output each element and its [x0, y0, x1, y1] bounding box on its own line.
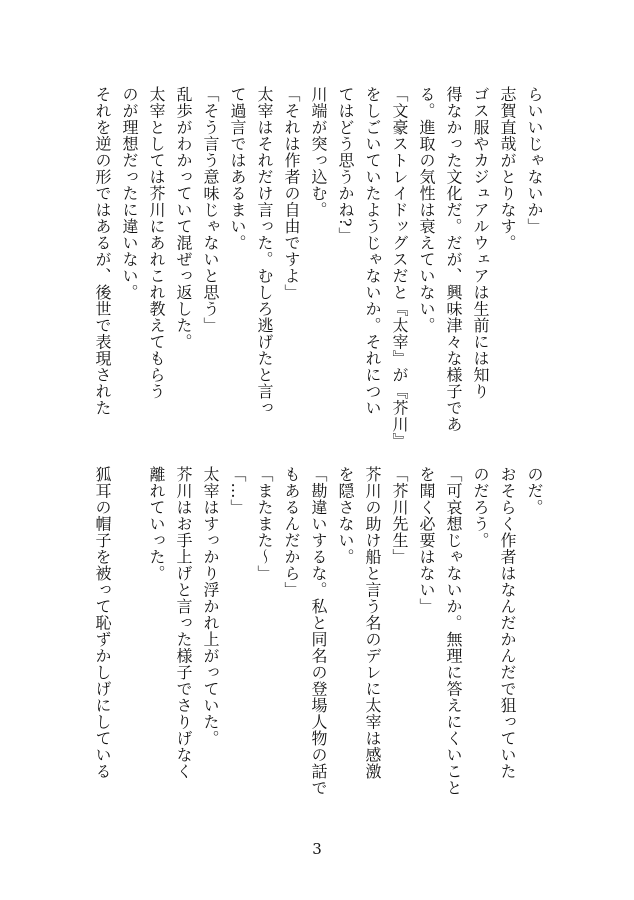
text-line: 「勘違いするな。私と同名の登場人物の話で [309, 466, 328, 796]
text-line: のだ。 [525, 466, 544, 516]
text-line: のが理想だったに違いない。 [120, 86, 139, 301]
text-line: 太宰としては芥川にあれこれ教えてもらう [147, 86, 166, 400]
text-line: る。進取の気性は衰えていない。 [417, 86, 436, 334]
text-line: 「…」 [228, 466, 247, 516]
text-line: 芥川の助け船と言う名のデレに太宰は感激 [363, 466, 382, 780]
text-line: を聞く必要はない」 [417, 466, 436, 615]
text-line: 芥川はお手上げと言った様子でさりげなく [174, 466, 193, 780]
text-line: て過言ではあるまい。 [228, 86, 247, 251]
text-line: てはどう思うかね?」 [336, 86, 355, 244]
text-line: 「そう言う意味じゃないと思う」 [201, 86, 220, 334]
text-line: 得なかった文化だ。だが、興味津々な様子であ [444, 86, 463, 433]
text-line: 乱歩がわかっていて混ぜっ返した。 [174, 86, 193, 350]
page-number: 3 [312, 840, 322, 858]
text-line: もあるんだから」 [282, 466, 301, 598]
text-line: 「芥川先生」 [390, 466, 409, 565]
lower-text-block [89, 466, 548, 806]
text-line: それを逆の形ではあるが、後世で表現された [93, 86, 112, 416]
text-line: をしごいていたようじゃないか。それについ [363, 86, 382, 416]
text-line: ゴス服やカジュアルウェアは生前には知り [471, 86, 490, 400]
blank-line [116, 466, 143, 806]
text-line: 「可哀想じゃないか。無理に答えにくいこと [444, 466, 463, 796]
text-line: 狐耳の帽子を被って恥ずかしげにしている [93, 466, 112, 780]
text-line: 志賀直哉がとりなす。 [498, 86, 517, 251]
text-line: 川端が突っ込む。 [309, 86, 328, 218]
text-line: おそらく作者はなんだかんだで狙っていた [498, 466, 517, 780]
text-line: 「またまた〜」 [255, 466, 274, 582]
text-line: 太宰はそれだけ言った。むしろ逃げたと言っ [255, 86, 274, 416]
text-line: を隠さない。 [336, 466, 355, 565]
upper-text-block [89, 86, 548, 449]
text-line: 太宰はすっかり浮かれ上がっていた。 [201, 466, 220, 747]
text-line: のだろう。 [471, 466, 490, 549]
text-line: 「文豪ストレイドッグスだと『太宰』が『芥川』 [390, 86, 409, 449]
text-line: 離れていった。 [147, 466, 166, 582]
text-line: らいいじゃないか」 [525, 86, 544, 235]
text-line: 「それは作者の自由ですよ」 [282, 86, 301, 301]
